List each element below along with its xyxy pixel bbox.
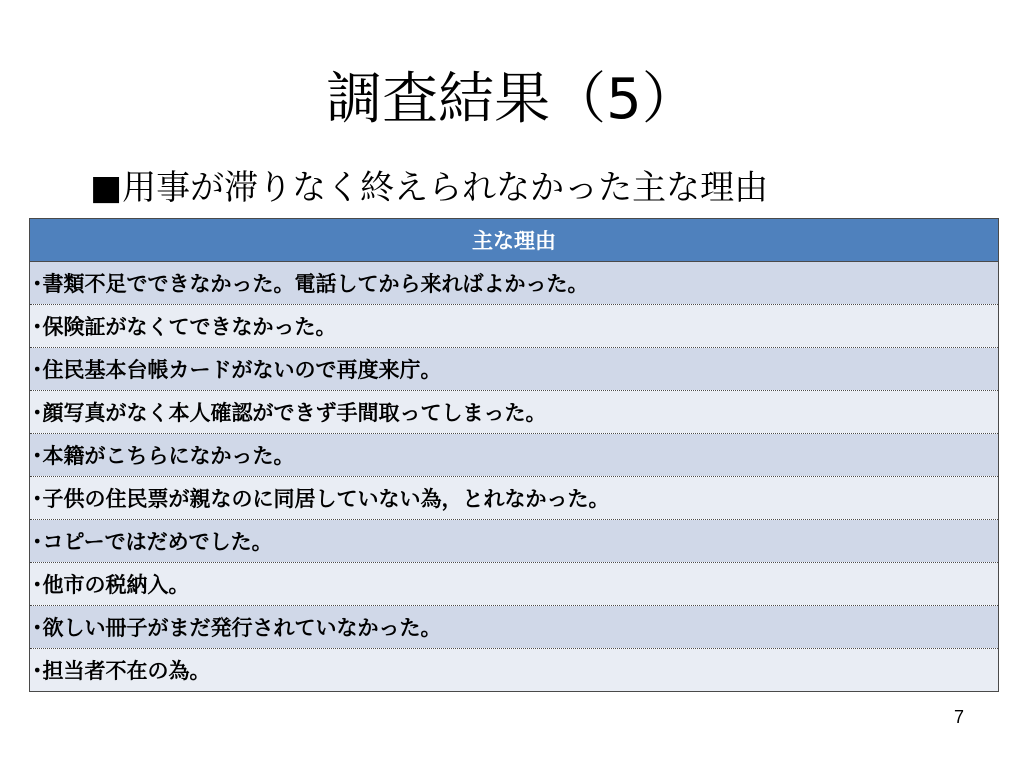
reason-cell: ･住民基本台帳カードがないので再度来庁。 — [30, 348, 999, 391]
reasons-table — [29, 218, 999, 692]
reason-cell: ･他市の税納入。 — [30, 563, 999, 606]
reason-cell: ･書類不足でできなかった。電話してから来ればよかった。 — [30, 262, 999, 305]
table-row — [30, 391, 999, 434]
page-number: 7 — [953, 707, 964, 727]
slide-subtitle: ■用事が滞りなく終えられなかった主な理由 — [90, 168, 769, 208]
table-row — [30, 305, 999, 348]
reason-cell: ･コピーではだめでした。 — [30, 520, 999, 563]
table-header-cell: 主な理由 — [30, 219, 999, 262]
reason-cell: ･子供の住民票が親なのに同居していない為，とれなかった。 — [30, 477, 999, 520]
table-header-row — [30, 219, 999, 262]
table-row — [30, 563, 999, 606]
reason-cell: ･顔写真がなく本人確認ができず手間取ってしまった。 — [30, 391, 999, 434]
reason-cell: ･欲しい冊子がまだ発行されていなかった。 — [30, 606, 999, 649]
reason-cell: ･本籍がこちらになかった。 — [30, 434, 999, 477]
table-row — [30, 348, 999, 391]
reason-cell: ･保険証がなくてできなかった。 — [30, 305, 999, 348]
table-row — [30, 520, 999, 563]
table-row — [30, 434, 999, 477]
slide-title: 調査結果（5） — [326, 67, 698, 132]
table-row — [30, 262, 999, 305]
table-row — [30, 606, 999, 649]
table-row — [30, 477, 999, 520]
table-row — [30, 649, 999, 692]
reason-cell: ･担当者不在の為。 — [30, 649, 999, 692]
